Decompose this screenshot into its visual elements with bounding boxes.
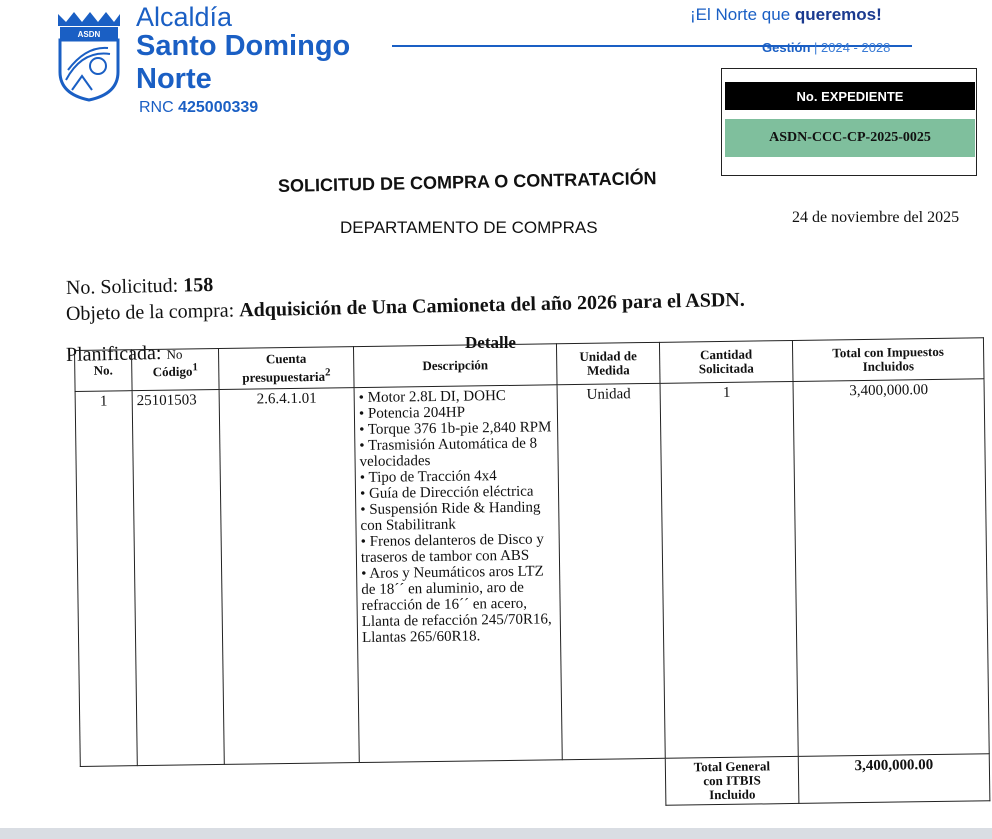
- total-row-spacer: [80, 758, 666, 813]
- description-line: • Guía de Dirección eléctrica: [359, 483, 534, 503]
- header-cuenta-line1: Cuenta: [265, 350, 307, 367]
- detalle-heading: Detalle: [465, 333, 516, 352]
- rnc-value: 425000339: [178, 99, 259, 116]
- gestion-years: | 2024 - 2028: [810, 40, 891, 55]
- document-title: SOLICITUD DE COMPRA O CONTRATACIÓN: [277, 168, 657, 196]
- brand-name-line1: Alcaldía: [136, 2, 233, 32]
- brand-name-line2: Santo Domingo: [136, 30, 351, 62]
- gestion-label: Gestión: [762, 40, 811, 55]
- planificada-value: No: [166, 346, 183, 362]
- total-label-line1: Total General: [693, 758, 771, 775]
- expediente-label: No. EXPEDIENTE: [725, 82, 975, 110]
- solicitud-value: 158: [182, 273, 214, 297]
- solicitud-label: No. Solicitud:: [65, 274, 184, 299]
- objeto-label: Objeto de la compra:: [65, 299, 240, 325]
- header-codigo-text: Código: [152, 363, 193, 380]
- objeto-value: Adquisición de Una Camioneta del año 2026 para el ASDN.: [239, 288, 745, 322]
- gestion-period: [762, 40, 890, 55]
- description-line: • Potencia 204HP: [358, 404, 466, 423]
- rnc: [139, 98, 258, 118]
- planificada-label: Planificada:: [65, 341, 167, 366]
- description-line: • Frenos delanteros de Disco y traseros de tambor con ABS: [360, 531, 544, 567]
- description-line: • Motor 2.8L DI, DOHC: [358, 387, 506, 407]
- header-descripcion: Descripción: [353, 344, 557, 388]
- header-no: No.: [75, 350, 133, 392]
- header-unidad-line2: Medida: [586, 362, 630, 378]
- header-total: [792, 338, 984, 382]
- header-codigo: [132, 348, 220, 390]
- brand-name-line3: Norte: [136, 63, 212, 95]
- header-cuenta: [218, 347, 354, 390]
- header-cantidad-line1: Cantidad: [700, 346, 753, 363]
- header-total-line1: Total con Impuestos: [832, 343, 944, 361]
- total-general-label: [665, 756, 799, 805]
- header-cantidad-line2: Solicitada: [698, 360, 754, 377]
- document-date: 24 de noviembre del 2025: [792, 209, 960, 226]
- scan-bottom-edge: [0, 828, 992, 839]
- rnc-label: RNC: [139, 99, 179, 116]
- cell-cantidad: 1: [660, 381, 798, 758]
- header-unidad: [556, 342, 660, 384]
- solicitud-number: [66, 274, 214, 300]
- slogan-prefix: ¡El Norte que: [690, 5, 795, 24]
- logo-text: ASDN: [77, 30, 101, 39]
- description-line: • Torque 376 1b-pie 2,840 RPM: [359, 419, 552, 439]
- header-cuenta-line2: presupuestaria: [242, 368, 326, 385]
- department: DEPARTAMENTO DE COMPRAS: [340, 218, 598, 237]
- header-cantidad: [659, 340, 793, 383]
- cell-codigo: 25101503: [132, 389, 224, 765]
- description-line: • Trasmisión Automática de 8 velocidades: [359, 435, 538, 471]
- total-label-line2: con ITBIS: [703, 772, 761, 789]
- description-line: • Aros y Neumáticos aros LTZ de 18´´ en aluminio, aro de refracción de 16´´ en acero, Llanta de refacción 245/70R16, Llantas 265/60R18.: [361, 563, 552, 647]
- cell-descripcion: [354, 385, 562, 763]
- cell-total: 3,400,000.00: [793, 379, 989, 757]
- header-cuenta-sup: 2: [324, 366, 331, 379]
- cell-cuenta: 2.6.4.1.01: [219, 388, 359, 765]
- slogan-bold: queremos!: [794, 5, 882, 24]
- table-row: [75, 379, 989, 767]
- asdn-logo: [52, 10, 122, 102]
- total-label-line3: Incluido: [709, 786, 756, 803]
- slogan: [690, 5, 882, 25]
- expediente-value: ASDN-CCC-CP-2025-0025: [725, 119, 975, 157]
- cell-no: 1: [75, 391, 137, 767]
- description-line: • Suspensión Ride & Handing con Stabilitrank: [360, 499, 541, 535]
- description-line: • Tipo de Tracción 4x4: [359, 468, 497, 487]
- detail-table-wrapper: [74, 337, 990, 814]
- detail-table: [74, 337, 990, 814]
- header-codigo-sup: 1: [192, 361, 198, 374]
- header-unidad-line1: Unidad de: [579, 348, 637, 364]
- cell-unidad: Unidad: [557, 383, 665, 759]
- header-total-line2: Incluidos: [862, 358, 915, 374]
- total-general-value: 3,400,000.00: [798, 754, 990, 804]
